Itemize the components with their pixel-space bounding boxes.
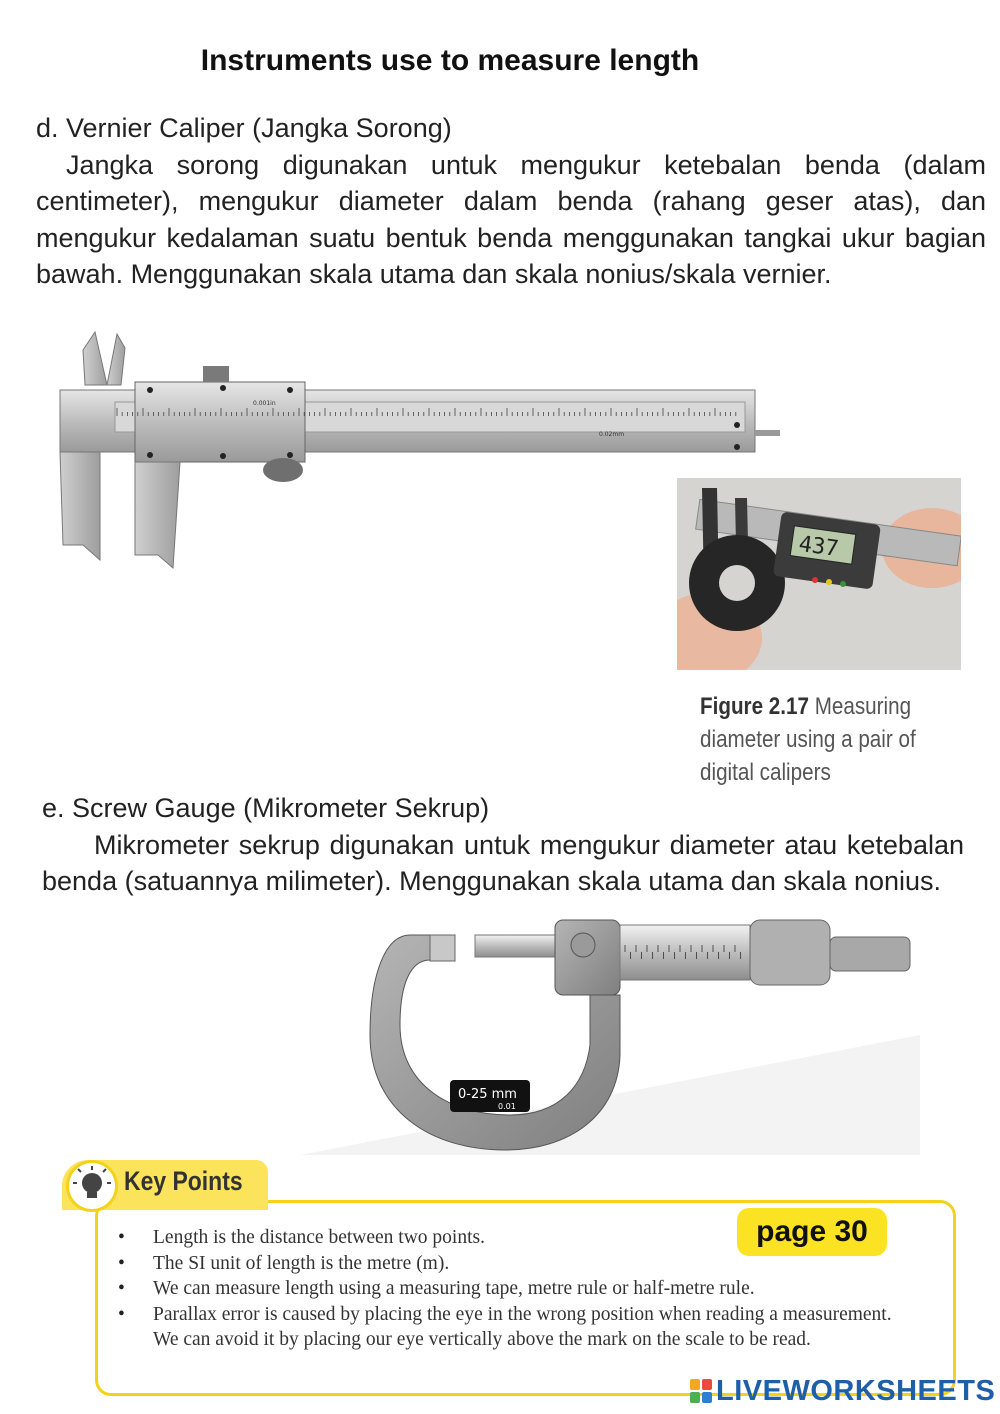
key-points-title: Key Points bbox=[124, 1166, 243, 1196]
section-heading: e. Screw Gauge (Mikrometer Sekrup) bbox=[42, 793, 490, 823]
list-item: • The SI unit of length is the metre (m). bbox=[118, 1251, 918, 1277]
list-item: • We can measure length using a measuring tape, metre rule or half-metre rule. bbox=[118, 1276, 918, 1302]
section-heading: d. Vernier Caliper (Jangka Sorong) bbox=[36, 113, 452, 143]
list-item: • Parallax error is caused by placing the eye in the wrong position when reading a measurement. We can avoid it by placing our eye vertically above the mark on the scale to be read. bbox=[118, 1302, 918, 1353]
section-screw-gauge bbox=[42, 790, 964, 900]
section-body: Jangka sorong digunakan untuk mengukur ketebalan benda (dalam centimeter), mengukur diameter dalam benda (rahang geser atas), dan mengukur kedalaman suatu bentuk benda menggunakan tangkai ukur bagian bawah. Menggunakan skala utama dan skala nonius/skala vernier. bbox=[36, 149, 986, 289]
scale-label: 0.02mm bbox=[599, 431, 625, 438]
section-vernier-caliper bbox=[36, 110, 986, 293]
figure-caption-text: Measuring diameter using a pair of digital calipers bbox=[700, 693, 916, 786]
micrometer-image bbox=[300, 915, 920, 1155]
lightbulb-icon bbox=[66, 1160, 118, 1212]
list-item: • Length is the distance between two points. bbox=[118, 1225, 918, 1251]
page-number-badge: page 30 bbox=[737, 1208, 887, 1256]
liveworksheets-mark-icon bbox=[690, 1379, 712, 1403]
vernier-caliper-image bbox=[55, 330, 785, 570]
vernier-label: 0.001in bbox=[253, 400, 276, 407]
lcd-reading: 437 bbox=[797, 531, 840, 563]
resolution-label: 0.01 bbox=[498, 1102, 516, 1111]
figure-caption bbox=[700, 690, 924, 789]
watermark-text: LIVEWORKSHEETS bbox=[716, 1374, 996, 1407]
range-label: 0-25 mm bbox=[458, 1087, 517, 1102]
page-title: Instruments use to measure length bbox=[200, 44, 700, 77]
figure-number: Figure 2.17 bbox=[700, 693, 809, 720]
liveworksheets-logo bbox=[690, 1376, 995, 1406]
section-body: Mikrometer sekrup digunakan untuk mengukur diameter atau ketebalan benda (satuannya milimeter). Menggunakan skala utama dan skala nonius. bbox=[42, 829, 964, 896]
digital-caliper-photo bbox=[677, 478, 961, 670]
